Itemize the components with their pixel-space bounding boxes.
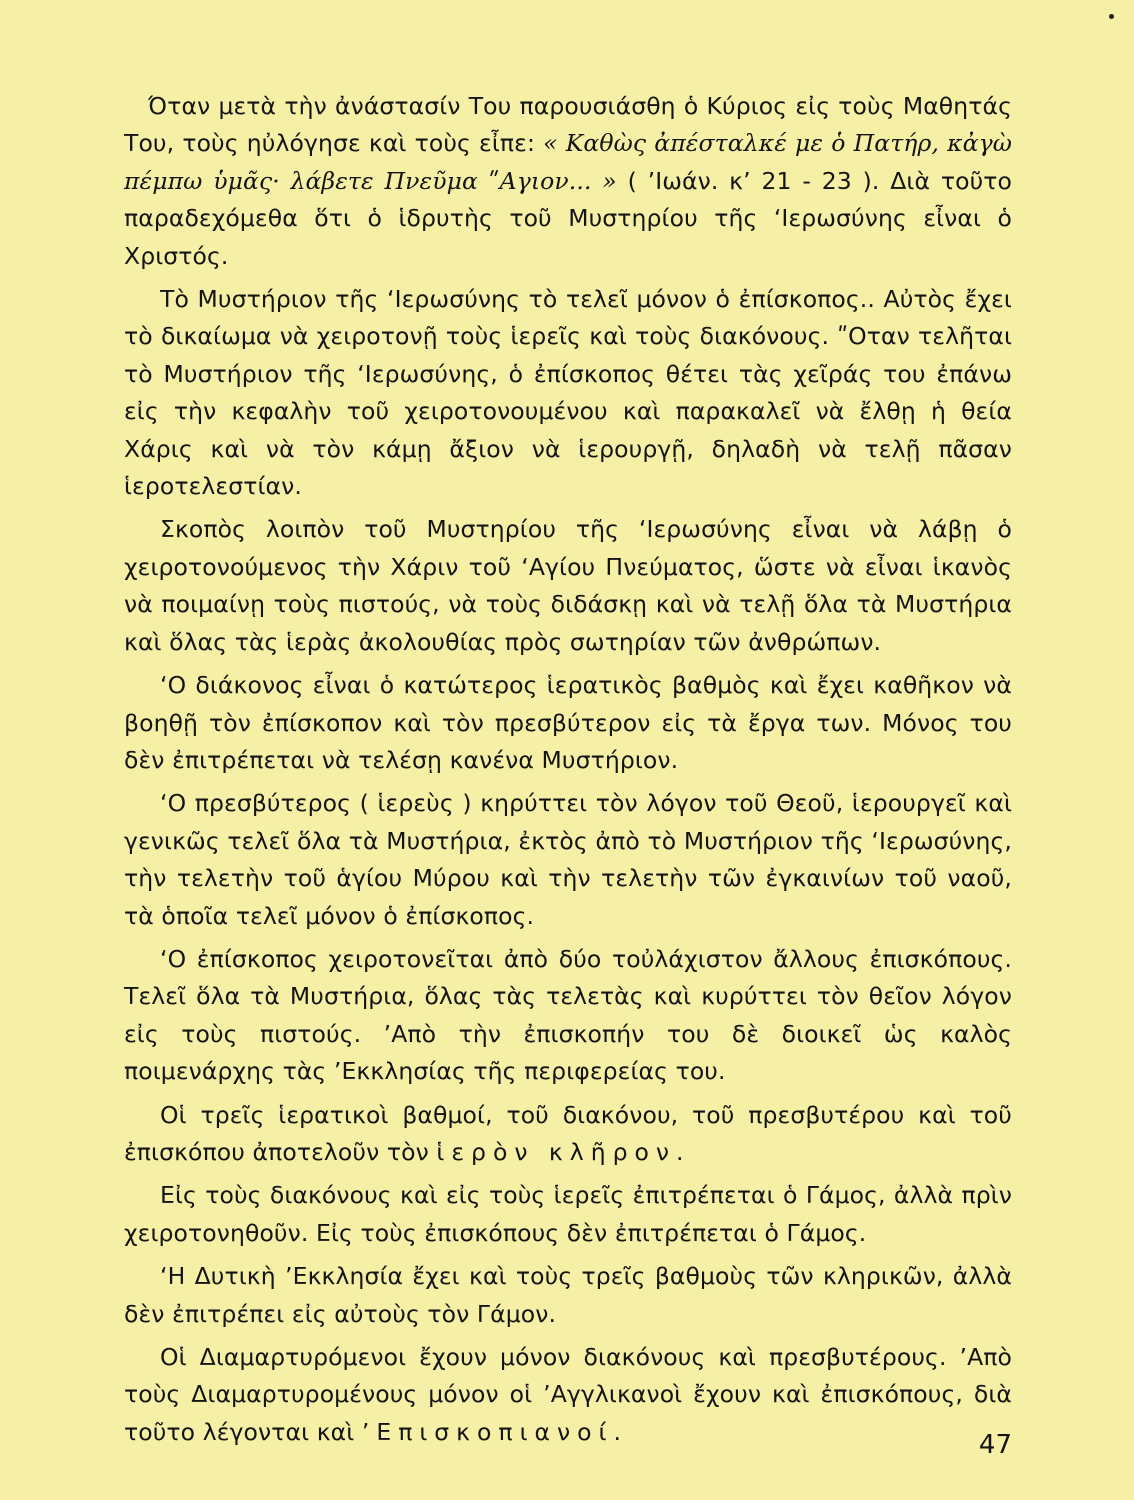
paragraph-9: ‘Η Δυτικὴ ’Εκκλησία ἔχει καὶ τοὺς τρεῖς βαθμοὺς τῶν κληρικῶν, ἀλλὰ δὲν ἐπιτρέπει εἰς αὐτοὺς τὸν Γάμον. bbox=[124, 1262, 1012, 1328]
paragraph-8: Εἰς τοὺς διακόνους καὶ εἰς τοὺς ἱερεῖς ἐπιτρέπεται ὁ Γάμος, ἀλλὰ πρὶν χειροτονηθοῦν. Εἰς τοὺς ἐπισκόπους δὲν ἐπιτρέπεται ὁ Γάμος. bbox=[124, 1181, 1012, 1247]
paragraph-7: Οἱ τρεῖς ἱερατικοὶ βαθμοί, τοῦ διακόνου, τοῦ πρεσβυτέρου καὶ τοῦ ἐπισκόπου ἀποτελοῦν τὸν ἱερὸν κλῆρον. bbox=[124, 1100, 1012, 1166]
scan-speck bbox=[1109, 14, 1114, 19]
spaced-term: ’Επισκοπιανοί bbox=[361, 1417, 614, 1446]
paragraph-3: Σκοπὸς λοιπὸν τοῦ Μυστηρίου τῆς ‘Ιερωσύνης εἶναι νὰ λάβῃ ὁ χειροτονούμενος τὴν Χάριν τοῦ ‘Αγίου Πνεύματος, ὥστε νὰ εἶναι ἱκανὸς νὰ ποιμαίνῃ τοὺς πιστούς, νὰ τοὺς διδάσκῃ καὶ νὰ τελῇ ὅλα τὰ Μυστήρια καὶ ὅλας τὰς ἱερὰς ἀκολουθίας πρὸς σωτηρίαν τῶν ἀνθρώπων. bbox=[124, 515, 1012, 656]
page-number: 47 bbox=[978, 1430, 1012, 1460]
paragraph-5: ‘Ο πρεσβύτερος ( ἱερεὺς ) κηρύττει τὸν λόγον τοῦ Θεοῦ, ἱερουργεῖ καὶ γενικῶς τελεῖ ὅλα τὰ Μυστήρια, ἐκτὸς ἀπὸ τὸ Μυστήριον τῆς ‘Ιερωσύνης, τὴν τελετὴν τοῦ ἁγίου Μύρου καὶ τὴν τελετὴν τῶν ἐγκαινίων τοῦ ναοῦ, τὰ ὁποῖα τελεῖ μόνον ὁ ἐπίσκοπος. bbox=[124, 789, 1012, 930]
spaced-term: ἱερὸν κλῆρον bbox=[436, 1137, 677, 1166]
paragraph-10: Οἱ Διαμαρτυρόμενοι ἔχουν μόνον διακόνους καὶ πρεσβυτέρους. ’Απὸ τοὺς Διαμαρτυρομένους μόνον οἱ ’Αγγλικανοὶ ἔχουν καὶ ἐπισκόπους, διὰ τοῦτο λέγονται καὶ ’Επισκοπιανοί. bbox=[124, 1343, 1012, 1446]
paragraph-2: Τὸ Μυστήριον τῆς ‘Ιερωσύνης τὸ τελεῖ μόνον ὁ ἐπίσκοπος.. Αὐτὸς ἔχει τὸ δικαίωμα νὰ χειροτονῇ τοὺς ἱερεῖς καὶ τοὺς διακόνους. ʺΟταν τελῆται τὸ Μυστήριον τῆς ‘Ιερωσύνης, ὁ ἐπίσκοπος θέτει τὰς χεῖράς του ἐπάνω εἰς τὴν κεφαλὴν τοῦ χειροτονουμένου καὶ παρακαλεῖ νὰ ἔλθῃ ἡ θεία Χάρις καὶ νὰ τὸν κάμῃ ἄξιον νὰ ἱερουργῇ, δηλαδὴ νὰ τελῇ πᾶσαν ἱεροτελεστίαν. bbox=[124, 285, 1012, 501]
page-body bbox=[124, 88, 1012, 1457]
paragraph-4: ‘Ο διάκονος εἶναι ὁ κατώτερος ἱερατικὸς βαθμὸς καὶ ἔχει καθῆκον νὰ βοηθῇ τὸν ἐπίσκοπον καὶ τὸν πρεσβύτερον εἰς τὰ ἔργα των. Μόνος του δὲν ἐπιτρέπεται νὰ τελέσῃ κανένα Μυστήριον. bbox=[124, 671, 1012, 774]
scripture-quote: « Καθὼς ἀπέσταλκέ με ὁ Πατήρ, κἀγὼ πέμπω ὑμᾶς· λάβετε Πνεῦμα ʺΑγιον... » bbox=[124, 129, 1012, 195]
paragraph-1: Όταν μετὰ τὴν ἀνάστασίν Του παρουσιάσθη ὁ Κύριος εἰς τοὺς Μαθητάς Του, τοὺς ηὐλόγησε καὶ τοὺς εἶπε: « Καθὼς ἀπέσταλκέ με ὁ Πατήρ, κἀγὼ πέμπω ὑμᾶς· λάβετε Πνεῦμα ʺΑγιον... » ( ’Ιωάν. κ’ 21 - 23 ). Διὰ τοῦτο παραδεχόμεθα ὅτι ὁ ἱδρυτὴς τοῦ Μυστηρίου τῆς ‘Ιερωσύνης εἶναι ὁ Χριστός. bbox=[124, 92, 1012, 270]
paragraph-6: ‘Ο ἐπίσκοπος χειροτονεῖται ἀπὸ δύο τοὐλάχιστον ἄλλους ἐπισκόπους. Τελεῖ ὅλα τὰ Μυστήρια, ὅλας τὰς τελετὰς καὶ κυρύττει τὸν θεῖον λόγον εἰς τοὺς πιστούς. ’Απὸ τὴν ἐπισκοπήν του δὲ διοικεῖ ὡς καλὸς ποιμενάρχης τὰς ’Εκκλησίας τῆς περιφερείας του. bbox=[124, 944, 1012, 1086]
